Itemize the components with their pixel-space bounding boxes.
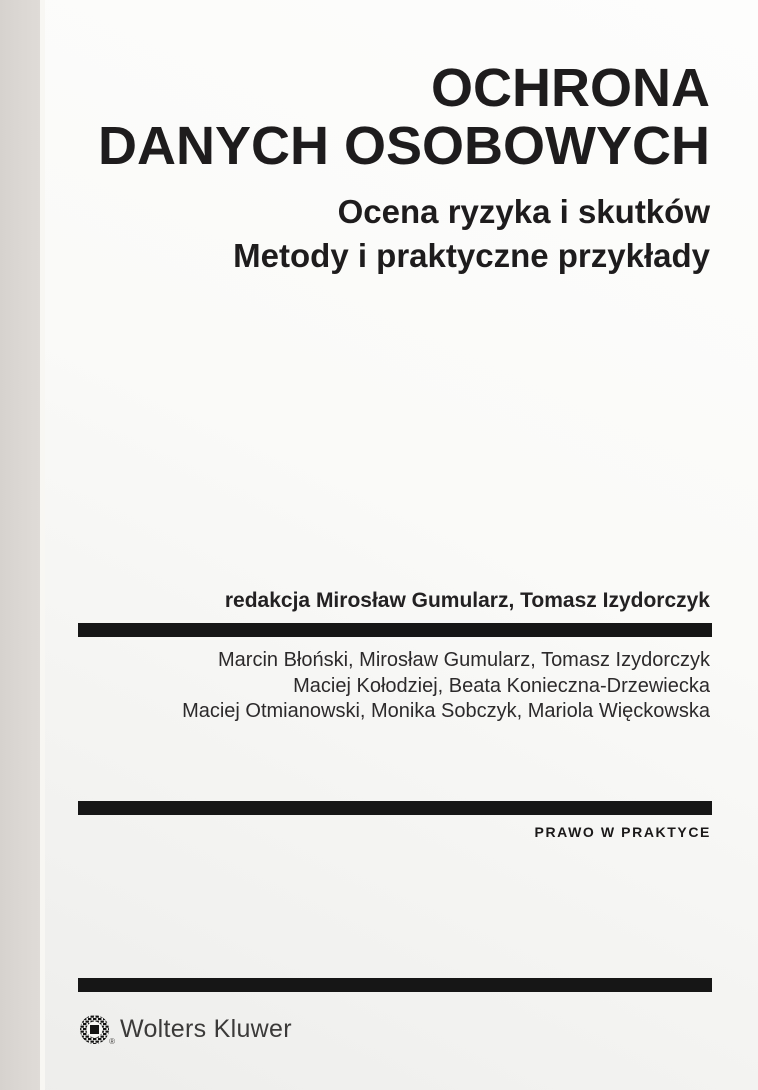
divider-bar-bottom — [78, 978, 712, 992]
book-title — [60, 60, 710, 176]
book-subtitle-line2: Metody i praktyczne przykłady — [233, 236, 710, 274]
book-subtitle-line1: Ocena ryzyka i skutków — [337, 193, 710, 231]
authors-line-3: Maciej Otmianowski, Monika Sobczyk, Mariola Więckowska — [182, 700, 710, 722]
authors-line-1: Marcin Błoński, Mirosław Gumularz, Tomasz Izydorczyk — [218, 649, 710, 671]
authors-line-2: Maciej Kołodziej, Beata Konieczna-Drzewiecka — [293, 674, 710, 697]
book-subtitle — [60, 190, 710, 277]
spine-highlight — [40, 0, 45, 1090]
publisher-logo — [78, 1013, 292, 1046]
spine-strip — [0, 0, 40, 1090]
divider-bar-top — [78, 623, 712, 637]
book-title-line2: DANYCH OSOBOWYCH — [97, 115, 710, 176]
divider-bar-middle — [78, 801, 712, 815]
registered-trademark: ® — [109, 1037, 115, 1046]
authors-list — [60, 648, 710, 725]
publisher-name: Wolters Kluwer — [120, 1015, 292, 1043]
series-label: PRAWO W PRAKTYCE — [534, 824, 711, 840]
wolters-kluwer-logo-icon — [78, 1013, 115, 1046]
editors-line: redakcja Mirosław Gumularz, Tomasz Izydorczyk — [224, 589, 710, 612]
book-title-line1: OCHRONA — [431, 58, 710, 119]
